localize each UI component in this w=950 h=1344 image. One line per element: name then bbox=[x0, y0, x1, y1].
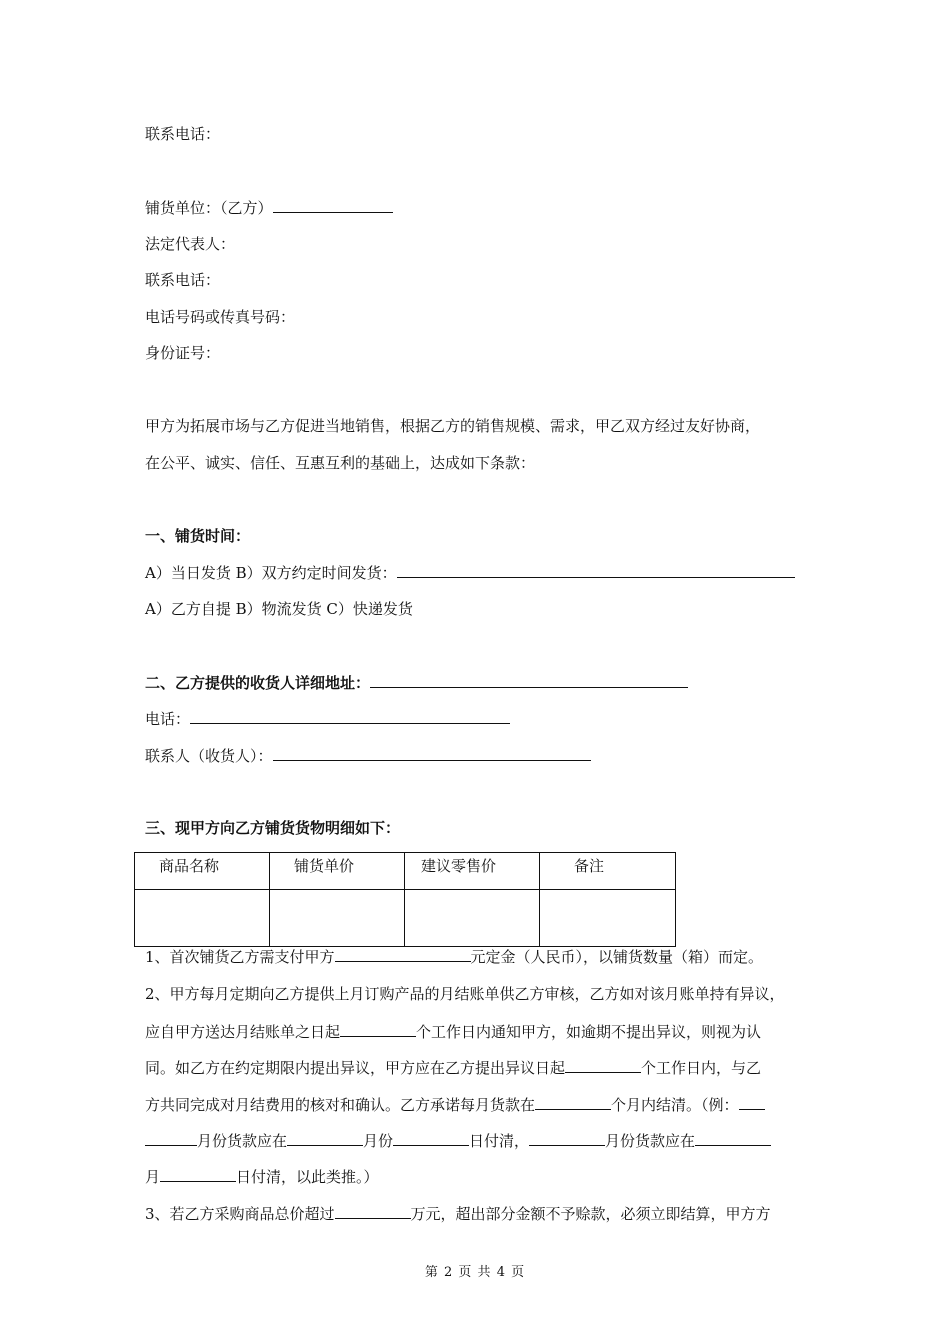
receiver-contact-row bbox=[145, 745, 591, 766]
delivery-time-options: A）当日发货 B）双方约定时间发货： bbox=[145, 564, 397, 582]
receiver-contact-label: 联系人（收货人）： bbox=[145, 747, 273, 765]
cell-product-name[interactable] bbox=[135, 890, 270, 947]
pay-day-blank-2[interactable] bbox=[160, 1166, 236, 1182]
clause-2-line-2-b: 个工作日内通知甲方，如逾期不提出异议，则视为认 bbox=[416, 1023, 762, 1041]
clause-2-line-5 bbox=[145, 1130, 771, 1151]
clause-3-text-b: 万元，超出部分金额不予赊款，必须立即结算，甲方方 bbox=[410, 1205, 771, 1223]
cell-unit-price[interactable] bbox=[270, 890, 405, 947]
page-footer: 第 2 页 共 4 页 bbox=[424, 1265, 526, 1280]
header-product-name: 商品名称 bbox=[135, 853, 270, 890]
clause-2-line-6-a: 月 bbox=[145, 1168, 161, 1186]
settle-months-blank[interactable] bbox=[535, 1094, 611, 1110]
clause-1 bbox=[145, 946, 763, 967]
section-2-row bbox=[145, 672, 688, 693]
receiver-phone-blank[interactable] bbox=[190, 708, 510, 724]
intro-line-2: 在公平、诚实、信任、互惠互利的基础上，达成如下条款： bbox=[145, 454, 536, 472]
clause-1-text-b: 元定金（人民币），以铺货数量（箱）而定。 bbox=[470, 948, 764, 966]
party-b-phone-fax-label: 电话号码或传真号码： bbox=[145, 308, 296, 326]
section-3-title: 三、现甲方向乙方铺货货物明细如下： bbox=[145, 819, 401, 837]
table-header-row bbox=[135, 853, 676, 890]
pay-month-blank-1[interactable] bbox=[287, 1130, 363, 1146]
party-b-unit-row bbox=[145, 197, 393, 218]
clause-2-line-5-d: 月份货款应在 bbox=[605, 1132, 696, 1150]
example-month-blank-a[interactable] bbox=[739, 1094, 765, 1110]
clause-3-text-a: 3、若乙方采购商品总价超过 bbox=[145, 1205, 335, 1223]
clause-1-text-a: 1、首次铺货乙方需支付甲方 bbox=[145, 948, 335, 966]
reconcile-days-blank[interactable] bbox=[565, 1057, 641, 1073]
clause-2-line-3 bbox=[145, 1057, 761, 1078]
clause-2-line-5-a: 月份货款应在 bbox=[197, 1132, 288, 1150]
example-month-blank-2[interactable] bbox=[529, 1130, 605, 1146]
notice-days-blank[interactable] bbox=[340, 1021, 416, 1037]
party-b-rep-label: 法定代表人： bbox=[145, 235, 236, 253]
section-1-title: 一、铺货时间： bbox=[145, 527, 251, 545]
receiver-phone-label: 电话： bbox=[145, 710, 191, 728]
clause-3 bbox=[145, 1203, 771, 1224]
clause-2-line-3-b: 个工作日内，与乙 bbox=[641, 1059, 762, 1077]
delivery-time-blank[interactable] bbox=[397, 562, 795, 578]
clause-2-line-6 bbox=[145, 1166, 379, 1187]
delivery-method-options: A）乙方自提 B）物流发货 C）快递发货 bbox=[145, 600, 413, 618]
table-row bbox=[135, 890, 676, 947]
header-unit-price: 铺货单价 bbox=[270, 853, 405, 890]
intro-line-1: 甲方为拓展市场与乙方促进当地销售，根据乙方的销售规模、需求，甲乙双方经过友好协商， bbox=[145, 417, 761, 435]
contact-phone-label: 联系电话： bbox=[145, 125, 221, 143]
party-b-unit-blank[interactable] bbox=[273, 197, 393, 213]
header-retail-price: 建议零售价 bbox=[405, 853, 540, 890]
pay-month-blank-2[interactable] bbox=[695, 1130, 771, 1146]
clause-2-line-3-a: 同。如乙方在约定期限内提出异议，甲方应在乙方提出异议日起 bbox=[145, 1059, 566, 1077]
clause-2-line-6-b: 日付清，以此类推。） bbox=[236, 1168, 379, 1186]
cell-retail-price[interactable] bbox=[405, 890, 540, 947]
receiver-phone-row bbox=[145, 708, 510, 729]
credit-limit-blank[interactable] bbox=[335, 1203, 411, 1219]
delivery-time-row bbox=[145, 562, 795, 583]
cell-remark[interactable] bbox=[540, 890, 676, 947]
pay-day-blank-1[interactable] bbox=[393, 1130, 469, 1146]
header-remark: 备注 bbox=[540, 853, 676, 890]
section-2-title: 二、乙方提供的收货人详细地址： bbox=[145, 674, 371, 692]
clause-2-line-2 bbox=[145, 1021, 761, 1042]
party-b-unit-label: 铺货单位：（乙方） bbox=[145, 199, 273, 217]
deposit-blank[interactable] bbox=[335, 946, 471, 962]
address-blank[interactable] bbox=[370, 672, 688, 688]
clause-2-line-5-b: 月份 bbox=[363, 1132, 394, 1150]
clause-2-line-4-a: 方共同完成对月结费用的核对和确认。乙方承诺每月货款在 bbox=[145, 1096, 536, 1114]
clause-2-line-1: 2、甲方每月定期向乙方提供上月订购产品的月结账单供乙方审核，乙方如对该月账单持有异议， bbox=[145, 985, 785, 1003]
clause-2-line-4 bbox=[145, 1094, 765, 1115]
goods-table bbox=[134, 852, 676, 947]
example-month-blank-b[interactable] bbox=[145, 1130, 197, 1146]
party-b-phone-label: 联系电话： bbox=[145, 271, 221, 289]
clause-2-line-4-b: 个月内结清。（例： bbox=[611, 1096, 739, 1114]
clause-2-line-5-c: 日付清， bbox=[469, 1132, 530, 1150]
receiver-contact-blank[interactable] bbox=[273, 745, 591, 761]
party-b-id-label: 身份证号： bbox=[145, 344, 221, 362]
clause-2-line-2-a: 应自甲方送达月结账单之日起 bbox=[145, 1023, 341, 1041]
